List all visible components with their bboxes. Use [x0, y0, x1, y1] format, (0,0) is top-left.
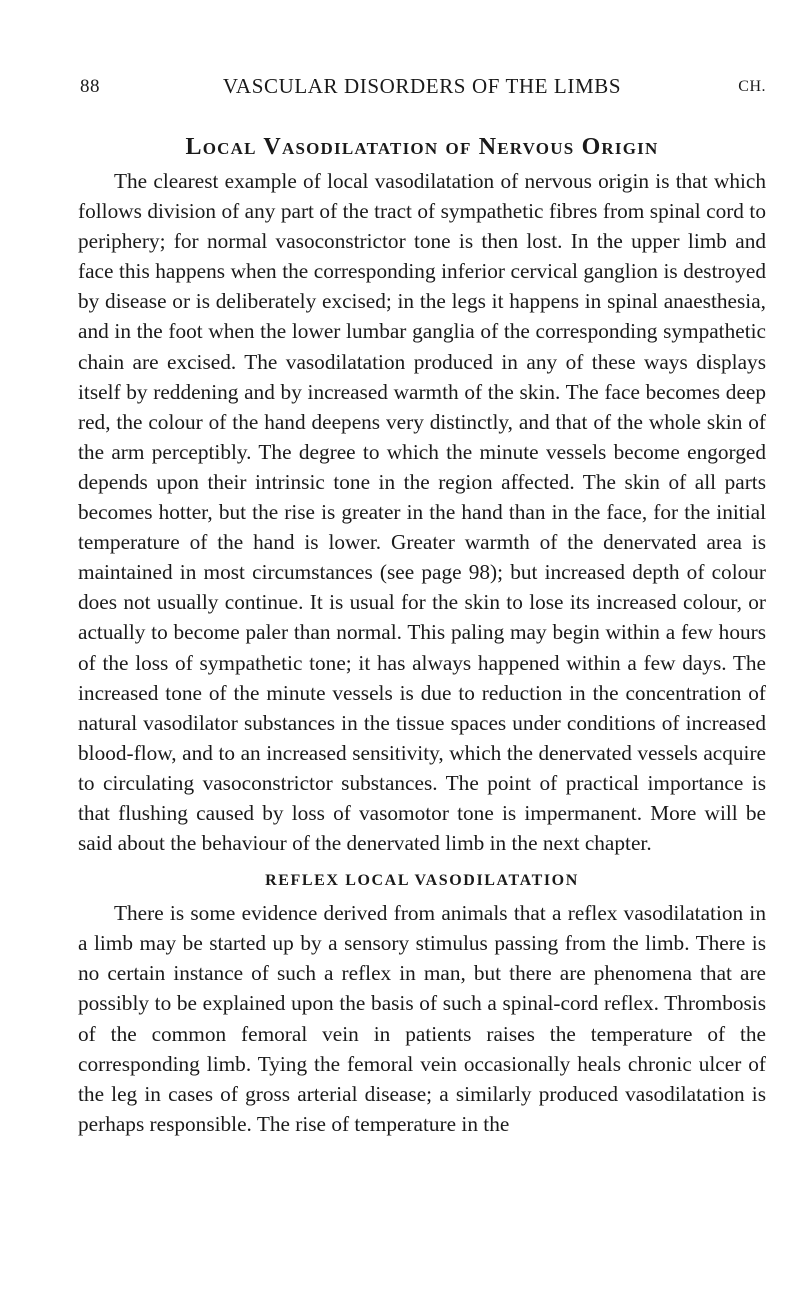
running-title: VASCULAR DISORDERS OF THE LIMBS	[222, 74, 622, 98]
subsection-heading: REFLEX LOCAL VASODILATATION	[265, 872, 579, 890]
body-paragraph: The clearest example of local vasodilatation of nervous origin is that which follows division of any part of the tract of sympathetic fibres from spinal cord to periphery; for normal vasoconstrictor tone is then lost. In the upper limb and face this happens when the corresponding inferior cervical ganglion is destroyed by disease or is deliberately excised; in the legs it happens in spinal anaesthesia, and in the foot when the lower lumbar ganglia of the corresponding sympathetic chain are excised. The vasodilatation produced in any of these ways displays itself by reddening and by increased warmth of the skin. The face becomes deep red, the colour of the hand deepens very distinctly, and that of the whole skin of the arm perceptibly. The degree to which the minute vessels become engorged depends upon their intrinsic tone in the region affected. The skin of all parts becomes hotter, but the rise is greater in the hand than in the face, for the initial temperature of the hand is lower. Greater warmth of the denervated area is maintained in most circumstances (see page 98); but increased depth of colour does not usually continue. It is usual for the skin to lose its increased colour, or actually to become paler than normal. This paling may begin within a few hours of the loss of sympathetic tone; it has always happened within a few days. The increased tone of the minute vessels is due to reduction in the concentration of natural vasodilator substances in the tissue spaces under conditions of increased blood-flow, and to an increased sensitivity, which the denervated vessels acquire to circulating vasoconstrictor substances. The point of practical importance is that flushing caused by loss of vasomotor tone is impermanent. More will be said about the behaviour of the denervated limb in the next chapter.	[78, 169, 766, 856]
page-number: 88	[80, 76, 100, 97]
body-paragraph: There is some evidence derived from animals that a reflex vasodilatation in a limb may be started up by a sensory stimulus passing from the limb. There is no certain instance of such a reflex in man, but there are phenomena that are possibly to be explained upon the basis of such a spinal-cord reflex. Thrombosis of the common femoral vein in patients raises the temperature of the corresponding limb. Tying the femoral vein occasionally heals chronic ulcer of the leg in cases of gross arterial disease; a similarly produced vasodilatation is perhaps responsible. The rise of temperature in the	[78, 901, 766, 1136]
section-title: Local Vasodilatation of Nervous Origin	[185, 134, 659, 160]
running-head	[78, 66, 766, 102]
chapter-abbreviation: CH.	[738, 78, 766, 95]
book-page	[78, 66, 766, 1139]
